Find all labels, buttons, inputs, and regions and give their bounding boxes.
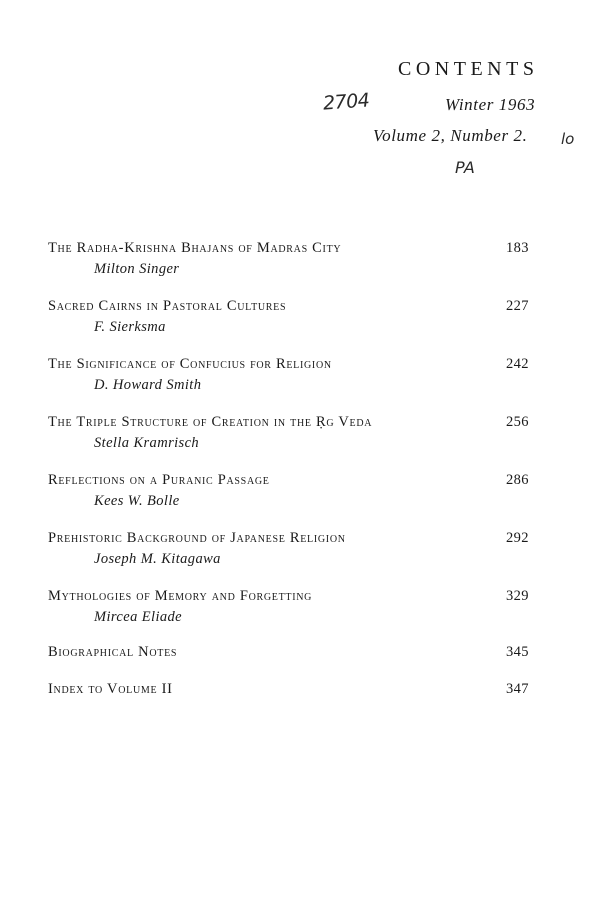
contents-heading: CONTENTS: [398, 58, 539, 80]
article-title: The Radha-Krishna Bhajans of Madras City: [48, 240, 342, 256]
page-number: 256: [506, 414, 529, 430]
article-author: Joseph M. Kitagawa: [94, 551, 221, 567]
article-title: Prehistoric Background of Japanese Religion: [48, 530, 346, 546]
article-title: Mythologies of Memory and Forgetting: [48, 588, 313, 604]
article-title: The Significance of Confucius for Religion: [48, 356, 332, 372]
volume-number: Volume 2, Number 2.: [373, 126, 528, 145]
article-title: Reflections on a Puranic Passage: [48, 472, 270, 488]
article-author: Kees W. Bolle: [94, 493, 180, 509]
section-title: Index to Volume II: [48, 681, 173, 697]
page-number: 345: [506, 644, 529, 660]
article-author: D. Howard Smith: [94, 377, 202, 393]
article-author: Mircea Eliade: [94, 609, 183, 625]
page-number: 242: [506, 356, 529, 372]
page-number: 286: [506, 472, 529, 488]
article-title: The Triple Structure of Creation in the Ṛg Veda: [48, 414, 373, 430]
page-number: 183: [506, 240, 529, 256]
article-author: F. Sierksma: [94, 319, 166, 335]
article-author: Milton Singer: [94, 261, 180, 277]
article-author: Stella Kramrisch: [94, 435, 200, 451]
page-number: 227: [506, 298, 529, 314]
section-title: Biographical Notes: [48, 644, 178, 660]
article-title: Sacred Cairns in Pastoral Cultures: [48, 298, 287, 314]
handwritten-note-mark: PA: [455, 158, 475, 177]
page-number: 329: [506, 588, 529, 604]
issue-date: Winter 1963: [445, 95, 536, 114]
handwritten-catalog-mark: 2704: [322, 89, 371, 115]
handwritten-volume-mark: lo: [561, 130, 575, 148]
page-number: 347: [506, 681, 529, 697]
page-number: 292: [506, 530, 529, 546]
